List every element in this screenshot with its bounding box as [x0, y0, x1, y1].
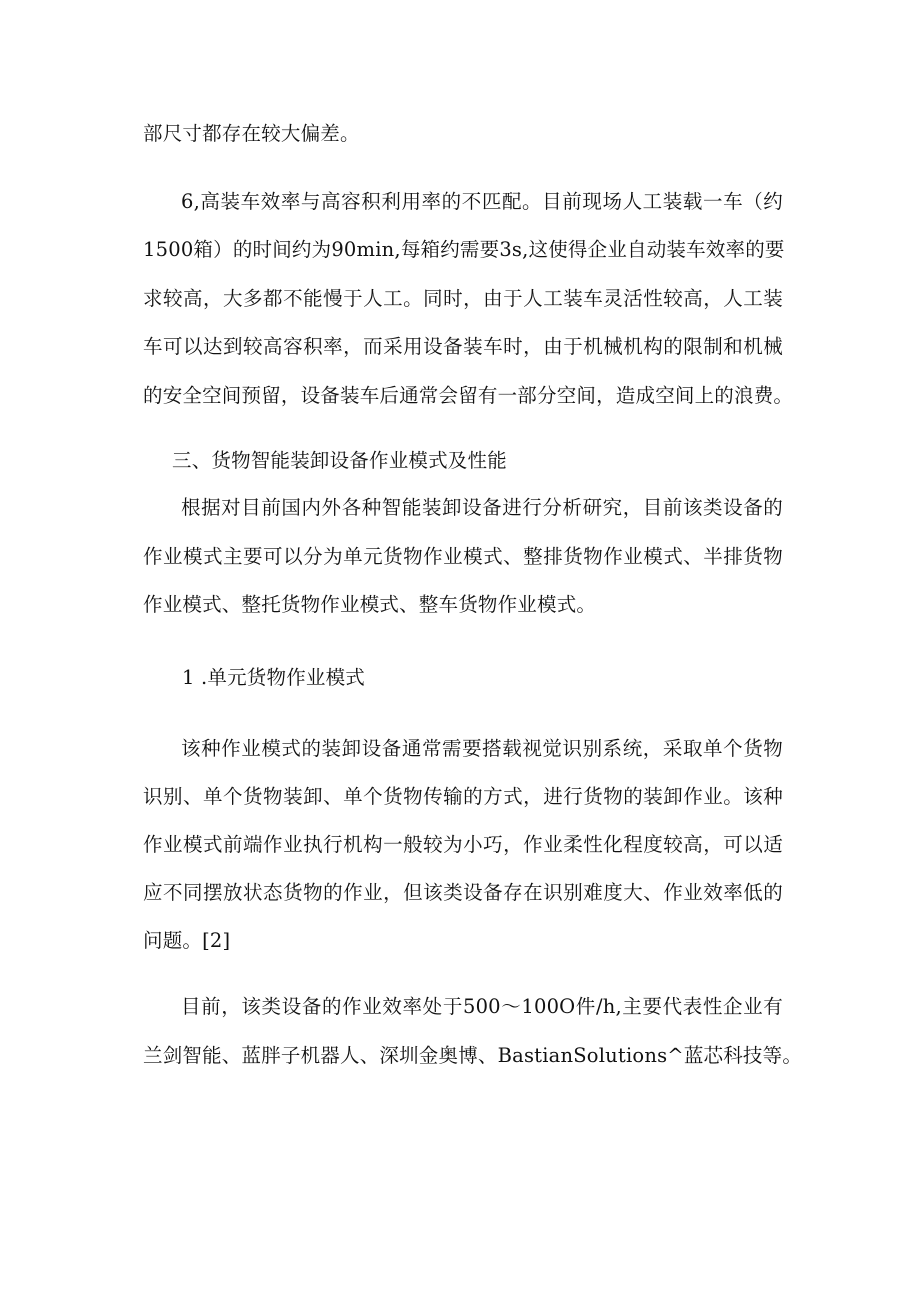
paragraph-line: 1500箱）的时间约为90min,每箱约需要3s,这使得企业自动装车效率的要 [143, 238, 785, 261]
paragraph-line: 作业模式前端作业执行机构一般较为小巧，作业柔性化程度较高，可以适 [143, 833, 783, 856]
paragraph-line: 部尺寸都存在较大偏差。 [143, 122, 360, 145]
paragraph-line: 应不同摆放状态货物的作业，但该类设备存在识别难度大、作业效率低的 [143, 881, 783, 904]
paragraph-line: 目前，该类设备的作业效率处于500～100O件/h,主要代表性企业有 [181, 995, 783, 1018]
subsection-heading: 1 .单元货物作业模式 [182, 666, 366, 689]
section-heading: 三、货物智能装卸设备作业模式及性能 [172, 449, 507, 472]
paragraph-line: 作业模式、整托货物作业模式、整车货物作业模式。 [143, 593, 597, 616]
paragraph-line: 的安全空间预留，设备装车后通常会留有一部分空间，造成空间上的浪费。 [143, 384, 794, 407]
paragraph-line: 求较高，大多都不能慢于人工。同时，由于人工装车灵活性较高，人工装 [143, 287, 783, 310]
paragraph-line: 识别、单个货物装卸、单个货物传输的方式，进行货物的装卸作业。该种 [143, 785, 783, 808]
paragraph-line: 该种作业模式的装卸设备通常需要搭载视觉识别系统，采取单个货物 [181, 737, 783, 760]
paragraph-line: 作业模式主要可以分为单元货物作业模式、整排货物作业模式、半排货物 [143, 545, 783, 568]
paragraph-line: 6,高装车效率与高容积利用率的不匹配。目前现场人工装载一车（约 [181, 190, 783, 213]
paragraph-line: 兰剑智能、蓝胖子机器人、深圳金奥博、BastianSolutions^蓝芯科技等。 [143, 1044, 803, 1067]
paragraph-line: 根据对目前国内外各种智能装卸设备进行分析研究，目前该类设备的 [181, 496, 783, 519]
paragraph-line: 车可以达到较高容积率，而采用设备装车时，由于机械机构的限制和机械 [143, 335, 783, 358]
paragraph-line: 问题。[2] [143, 929, 231, 952]
